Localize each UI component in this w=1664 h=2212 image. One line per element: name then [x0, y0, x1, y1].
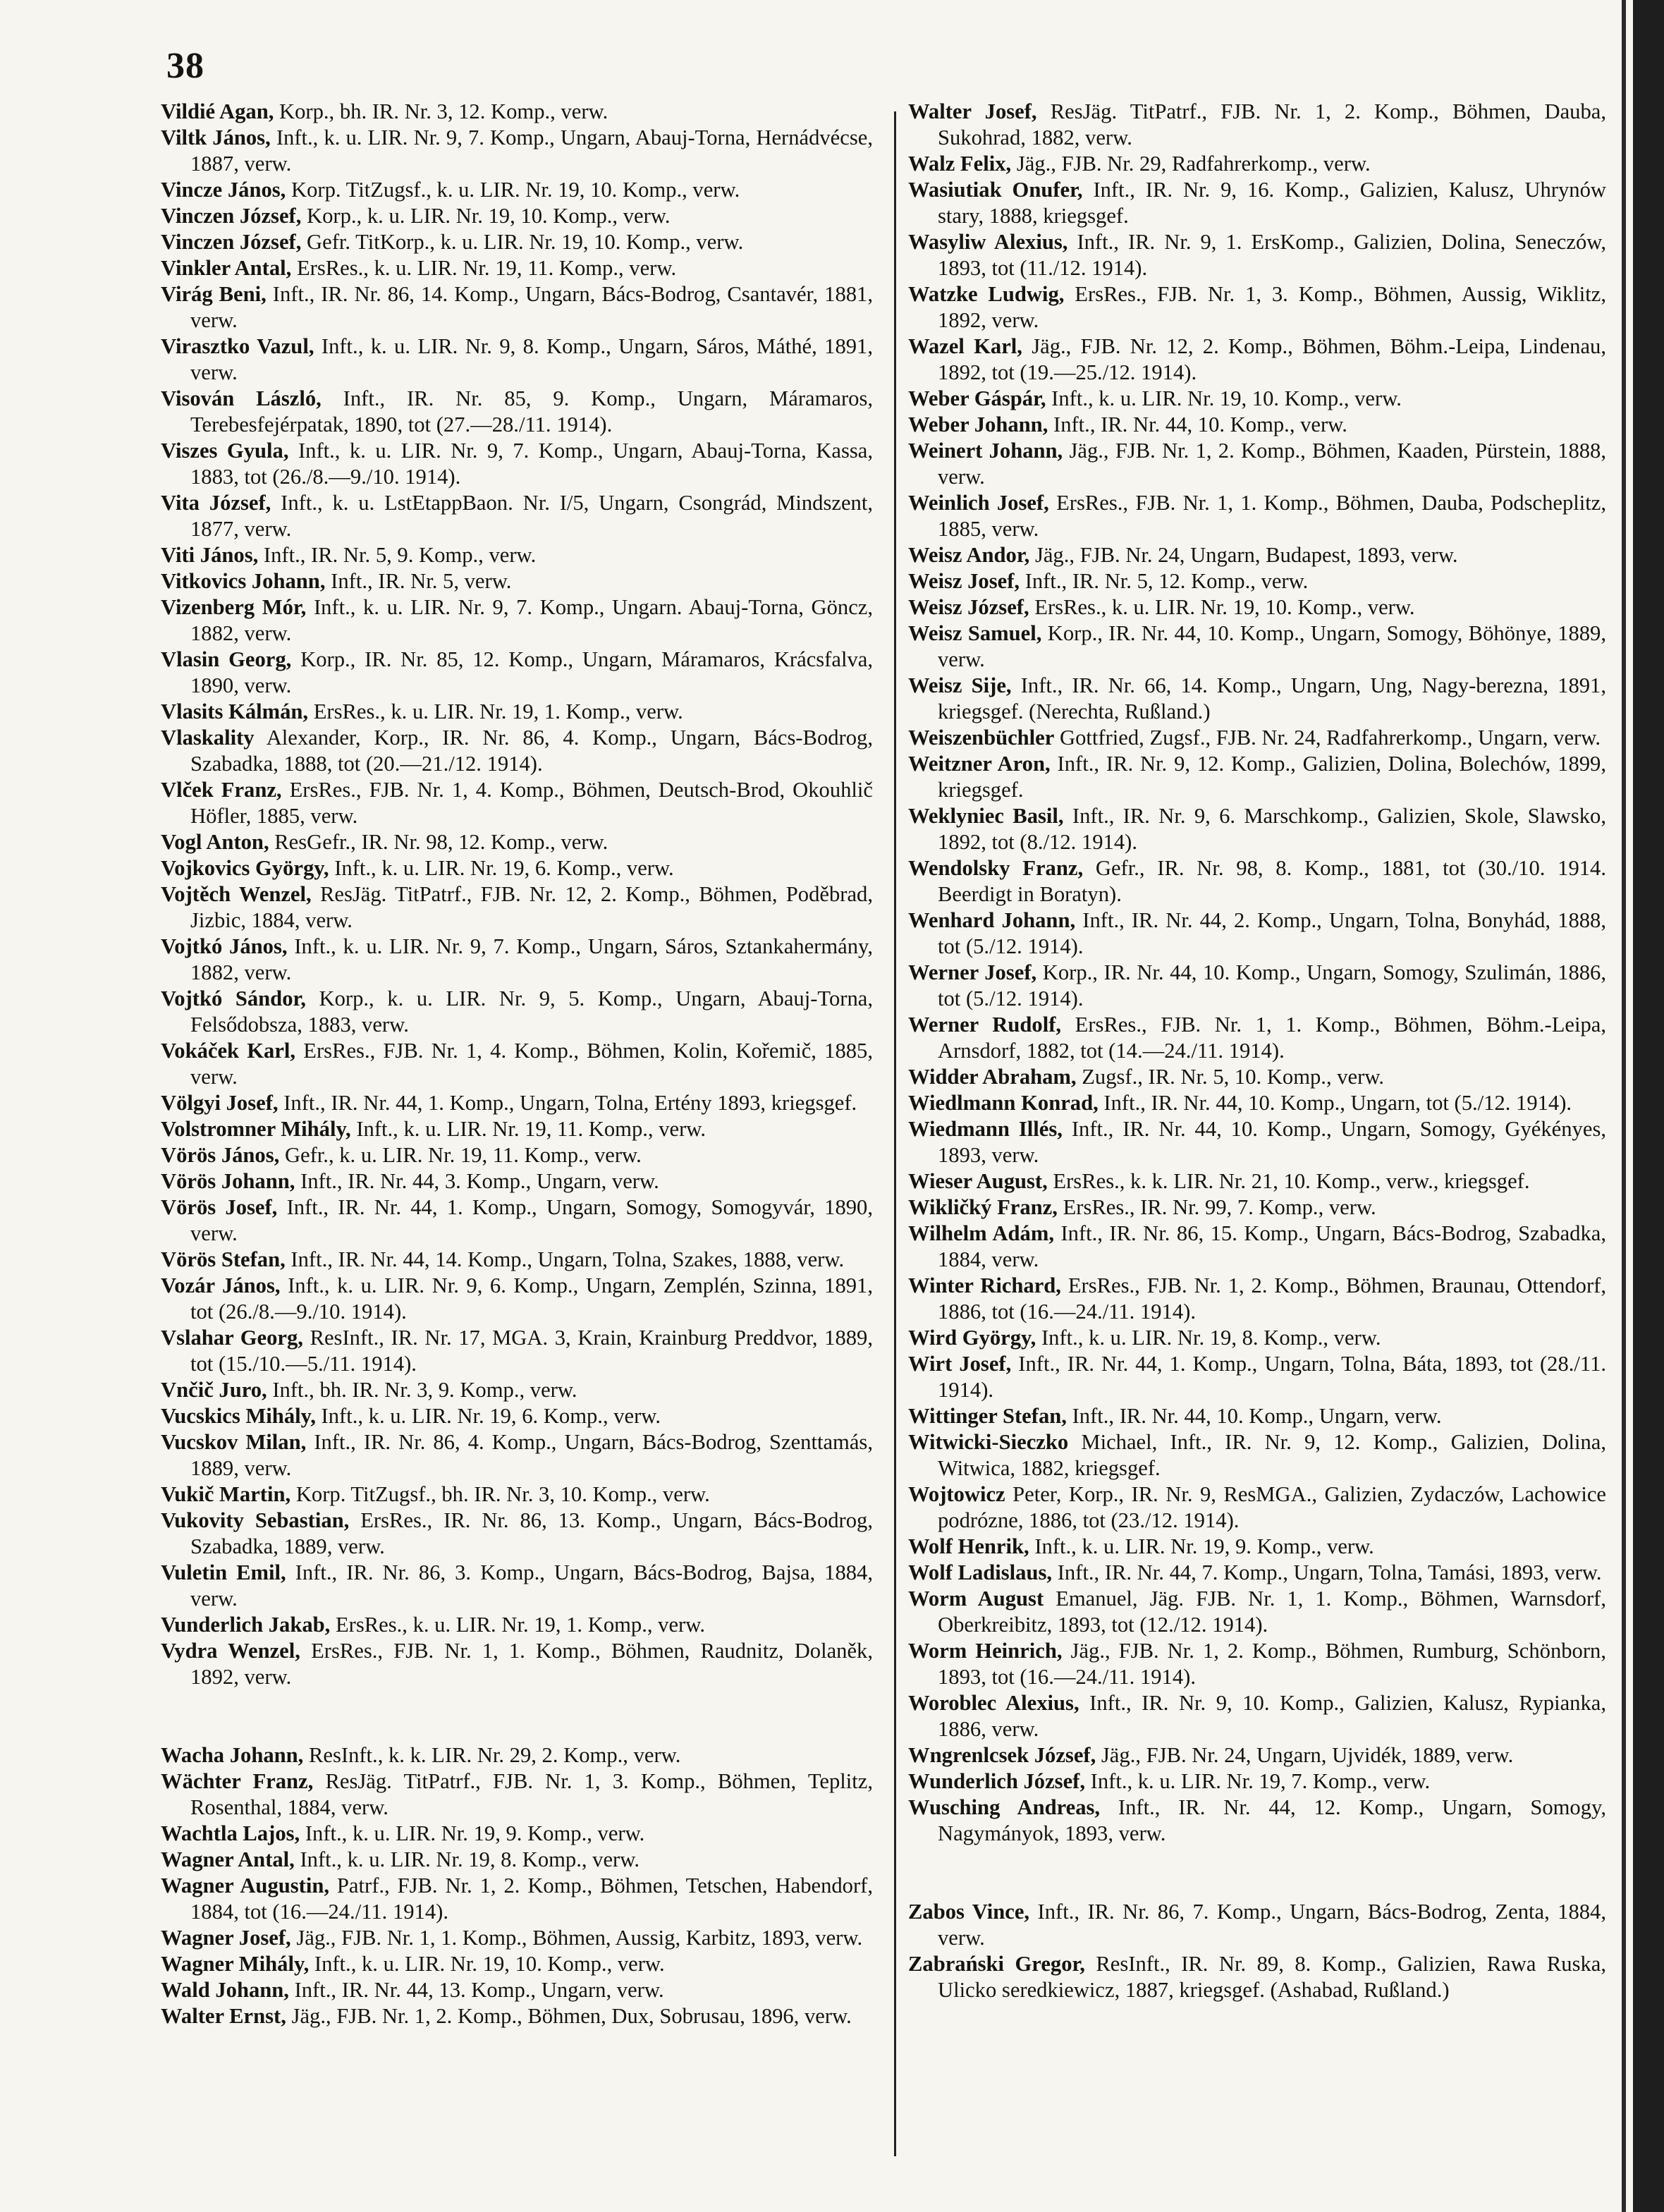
- left-w-entry-list: [161, 1742, 873, 2029]
- entry-details: Korp., IR. Nr. 44, 10. Komp., Ungarn, Somogy, Böhönye, 1889, verw.: [938, 621, 1606, 671]
- list-entry: [161, 1925, 873, 1951]
- entry-name: Wittinger Stefan,: [908, 1404, 1067, 1428]
- entry-name: Walz Felix,: [908, 152, 1012, 176]
- entry-details: Inft., IR. Nr. 9, 16. Komp., Galizien, Kalusz, Uhrynów stary, 1888, kriegsgef.: [938, 178, 1606, 228]
- list-entry: [908, 281, 1606, 334]
- entry-name: Vörös János,: [161, 1143, 280, 1167]
- entry-details: Jäg., FJB. Nr. 1, 2. Komp., Böhmen, Dux, Sobrusau, 1896, verw.: [291, 2004, 852, 2028]
- list-entry: [908, 1768, 1606, 1795]
- list-entry: [908, 1560, 1606, 1586]
- list-entry: [908, 568, 1606, 594]
- list-entry: [161, 829, 873, 855]
- list-entry: [161, 177, 873, 203]
- entry-details: Jäg., FJB. Nr. 1, 2. Komp., Böhmen, Kaaden, Pürstein, 1888, verw.: [938, 439, 1607, 489]
- list-entry: [908, 1168, 1606, 1194]
- list-entry: [908, 1273, 1606, 1325]
- list-entry: [161, 1377, 873, 1403]
- entry-name: Watzke Ludwig,: [908, 282, 1065, 306]
- list-entry: [161, 1847, 873, 1873]
- entry-name: Werner Josef,: [908, 960, 1037, 984]
- entry-name: Wächter Franz,: [161, 1769, 314, 1793]
- list-entry: [161, 1168, 873, 1194]
- list-entry: [908, 1638, 1606, 1690]
- entry-details: Inft., k. u. LIR. Nr. 9, 7. Komp., Ungarn, Abauj-Torna, Hernádvécse, 1887, verw.: [190, 126, 873, 176]
- entry-details: Inft., k. u. LIR. Nr. 19, 6. Komp., verw.: [321, 1404, 661, 1428]
- list-entry: [161, 1768, 873, 1821]
- entry-name: Vuletin Emil,: [161, 1560, 286, 1584]
- list-entry: [161, 986, 873, 1038]
- entry-details: Inft., k. u. LIR. Nr. 9, 7. Komp., Ungarn, Abauj-Torna, Kassa, 1883, tot (26./8.—9./10. 1914).: [190, 439, 873, 489]
- left-entry-list: [161, 99, 873, 1690]
- entry-name: Weiszenbüchler: [908, 726, 1055, 750]
- entry-details: ResInft., k. k. LIR. Nr. 29, 2. Komp., verw.: [308, 1743, 681, 1767]
- entry-name: Vinkler Antal,: [161, 256, 292, 280]
- entry-details: Inft., IR. Nr. 44, 13. Komp., Ungarn, verw.: [294, 1978, 664, 2002]
- entry-name: Wagner Antal,: [161, 1847, 295, 1871]
- entry-details: ErsRes., IR. Nr. 86, 13. Komp., Ungarn, Bács-Bodrog, Szabadka, 1889, verw.: [190, 1508, 873, 1558]
- entry-details: ErsRes., k. k. LIR. Nr. 21, 10. Komp., verw., kriegsgef.: [1053, 1169, 1530, 1193]
- entry-name: Virág Beni,: [161, 282, 267, 306]
- entry-name: Vunderlich Jakab,: [161, 1613, 331, 1637]
- entry-name: Weber Johann,: [908, 413, 1048, 436]
- list-entry: [161, 490, 873, 542]
- entry-name: Weisz Josef,: [908, 569, 1020, 593]
- entry-details: ErsRes., k. u. LIR. Nr. 19, 1. Komp., verw.: [313, 699, 683, 723]
- entry-name: Vojkovics György,: [161, 856, 329, 880]
- entry-details: ErsRes., FJB. Nr. 1, 1. Komp., Böhmen, Dauba, Podscheplitz, 1885, verw.: [938, 491, 1606, 541]
- entry-name: Vozár János,: [161, 1273, 281, 1297]
- list-entry: [161, 1612, 873, 1638]
- list-entry: [908, 1951, 1606, 2003]
- list-entry: [161, 334, 873, 386]
- entry-name: Volstromner Mihály,: [161, 1117, 351, 1141]
- entry-name: Weisz Samuel,: [908, 621, 1042, 645]
- entry-details: Jäg., FJB. Nr. 29, Radfahrerkomp., verw.: [1016, 152, 1371, 176]
- list-entry: [161, 1273, 873, 1325]
- entry-details: Inft., IR. Nr. 44, 12. Komp., Ungarn, Somogy, Nagymányok, 1893, verw.: [938, 1795, 1606, 1845]
- list-entry: [161, 1951, 873, 1977]
- entry-name: Wagner Mihály,: [161, 1952, 310, 1976]
- entry-name: Vitkovics Johann,: [161, 569, 326, 593]
- entry-details: ErsRes., IR. Nr. 99, 7. Komp., verw.: [1063, 1195, 1376, 1219]
- list-entry: [908, 99, 1606, 151]
- section-gap: [161, 1690, 873, 1742]
- entry-details: Inft., k. u. LIR. Nr. 9, 7. Komp., Ungarn. Abauj-Torna, Göncz, 1882, verw.: [190, 595, 873, 645]
- entry-name: Vucskov Milan,: [161, 1430, 307, 1454]
- entry-name: Vucskics Mihály,: [161, 1404, 316, 1428]
- entry-name: Vizenberg Mór,: [161, 595, 307, 619]
- entry-name: Vörös Johann,: [161, 1169, 295, 1193]
- list-entry: [908, 1116, 1606, 1168]
- list-entry: [161, 125, 873, 177]
- entry-details: Inft., k. u. LIR. Nr. 19, 9. Komp., verw.: [1034, 1534, 1374, 1558]
- list-entry: [908, 1194, 1606, 1221]
- entry-details: Gefr., k. u. LIR. Nr. 19, 11. Komp., verw.: [284, 1143, 642, 1167]
- entry-name: Völgyi Josef,: [161, 1091, 279, 1115]
- entry-name: Wald Johann,: [161, 1978, 289, 2002]
- entry-details: Korp., k. u. LIR. Nr. 9, 5. Komp., Ungarn, Abauj-Torna, Felsődobsza, 1883, verw.: [190, 986, 873, 1037]
- entry-name: Wird György,: [908, 1326, 1036, 1350]
- entry-details: ErsRes., k. u. LIR. Nr. 19, 1. Komp., verw.: [335, 1613, 705, 1637]
- entry-details: Korp. TitZugsf., k. u. LIR. Nr. 19, 10. Komp., verw.: [290, 178, 740, 202]
- list-entry: [161, 542, 873, 568]
- list-entry: [908, 334, 1606, 386]
- list-entry: [908, 490, 1606, 542]
- entry-details: Inft., IR. Nr. 5, 9. Komp., verw.: [263, 543, 537, 567]
- page-edge: [1633, 0, 1664, 2212]
- list-entry: [161, 2003, 873, 2029]
- list-entry: [161, 1403, 873, 1429]
- entry-details: Inft., IR. Nr. 5, verw.: [331, 569, 512, 593]
- entry-details: Jäg., FJB. Nr. 12, 2. Komp., Böhmen, Böhm.-Leipa, Lindenau, 1892, tot (19.—25./12. 1914).: [938, 334, 1606, 384]
- entry-name: Weisz Andor,: [908, 543, 1030, 567]
- entry-name: Vildié Agan,: [161, 99, 274, 123]
- entry-details: Inft., IR. Nr. 44, 10. Komp., Ungarn, verw.: [1072, 1404, 1442, 1428]
- entry-details: Inft., k. u. LIR. Nr. 9, 7. Komp., Ungarn, Sáros, Sztankahermány, 1882, verw.: [190, 934, 873, 984]
- entry-name: Vojtěch Wenzel,: [161, 882, 312, 906]
- entry-details: Inft., k. u. LIR. Nr. 19, 10. Komp., verw.: [1051, 386, 1402, 410]
- list-entry: [908, 151, 1606, 177]
- list-entry: [161, 881, 873, 934]
- list-entry: [161, 855, 873, 881]
- entry-details: Inft., IR. Nr. 44, 1. Komp., Ungarn, Tolna, Báta, 1893, tot (28./11. 1914).: [938, 1352, 1607, 1402]
- entry-details: Inft., IR. Nr. 44, 1. Komp., Ungarn, Somogy, Somogyvár, 1890, verw.: [190, 1195, 873, 1245]
- list-entry: [908, 1742, 1606, 1768]
- entry-name: Walter Josef,: [908, 99, 1037, 123]
- list-entry: [161, 647, 873, 699]
- entry-details: ErsRes., FJB. Nr. 1, 1. Komp., Böhmen, Böhm.-Leipa, Arnsdorf, 1882, tot (14.—24./11. 1914).: [938, 1013, 1606, 1063]
- entry-name: Witwicki-Sieczko: [908, 1430, 1069, 1454]
- entry-details: Inft., k. u. LIR. Nr. 19, 8. Komp., verw.: [300, 1847, 640, 1871]
- entry-name: Werner Rudolf,: [908, 1013, 1062, 1037]
- entry-details: Inft., IR. Nr. 44, 7. Komp., Ungarn, Tolna, Tamási, 1893, verw.: [1057, 1560, 1602, 1584]
- entry-details: Inft., k. u. LIR. Nr. 19, 11. Komp., verw.: [356, 1117, 706, 1141]
- list-entry: [908, 1403, 1606, 1429]
- list-entry: [161, 1977, 873, 2003]
- entry-name: Vörös Stefan,: [161, 1247, 286, 1271]
- list-entry: [908, 908, 1606, 960]
- list-entry: [161, 1429, 873, 1481]
- list-entry: [161, 255, 873, 281]
- entry-name: Weber Gáspár,: [908, 386, 1046, 410]
- list-entry: [161, 1194, 873, 1247]
- binding-line: [1622, 0, 1626, 2212]
- entry-name: Wagner Josef,: [161, 1926, 291, 1950]
- entry-name: Weitzner Aron,: [908, 752, 1051, 776]
- list-entry: [908, 751, 1606, 803]
- entry-name: Vlček Franz,: [161, 778, 282, 802]
- list-entry: [161, 229, 873, 255]
- list-entry: [161, 1742, 873, 1768]
- entry-details: Emanuel, Jäg. FJB. Nr. 1, 1. Komp., Böhmen, Warnsdorf, Oberkreibitz, 1893, tot (12./12. 1914).: [938, 1587, 1606, 1637]
- entry-details: Inft., IR. Nr. 66, 14. Komp., Ungarn, Ung, Nagy-berezna, 1891, kriegsgef. (Nerechta, Rußland.): [938, 673, 1606, 723]
- entry-name: Weisz József,: [908, 595, 1029, 619]
- entry-name: Vnčič Juro,: [161, 1378, 267, 1402]
- entry-name: Vukovity Sebastian,: [161, 1508, 350, 1532]
- entry-details: Korp., k. u. LIR. Nr. 19, 10. Komp., verw.: [307, 204, 671, 228]
- list-entry: [908, 960, 1606, 1012]
- list-entry: [908, 1325, 1606, 1351]
- entry-details: ResGefr., IR. Nr. 98, 12. Komp., verw.: [274, 830, 608, 854]
- entry-name: Wacha Johann,: [161, 1743, 304, 1767]
- entry-details: Korp., bh. IR. Nr. 3, 12. Komp., verw.: [279, 99, 608, 123]
- entry-name: Vörös Josef,: [161, 1195, 278, 1219]
- entry-name: Worm Heinrich,: [908, 1639, 1063, 1663]
- entry-details: Inft., IR. Nr. 86, 4. Komp., Ungarn, Bács-Bodrog, Szenttamás, 1889, verw.: [190, 1430, 873, 1480]
- entry-details: ResJäg. TitPatrf., FJB. Nr. 12, 2. Komp., Böhmen, Poděbrad, Jizbic, 1884, verw.: [190, 882, 873, 932]
- list-entry: [161, 1142, 873, 1168]
- entry-details: Inft., IR. Nr. 44, 2. Komp., Ungarn, Tolna, Bonyhád, 1888, tot (5./12. 1914).: [938, 908, 1607, 958]
- list-entry: [161, 699, 873, 725]
- list-entry: [908, 1481, 1606, 1534]
- column-divider: [894, 111, 896, 2156]
- entry-details: Jäg., FJB. Nr. 24, Ungarn, Ujvidék, 1889, verw.: [1101, 1743, 1514, 1767]
- list-entry: [908, 1351, 1606, 1403]
- entry-name: Wiedmann Illés,: [908, 1117, 1063, 1141]
- entry-details: Jäg., FJB. Nr. 1, 2. Komp., Böhmen, Rumburg, Schönborn, 1893, tot (16.—24./11. 1914).: [938, 1639, 1606, 1689]
- entry-name: Vinczen József,: [161, 204, 302, 228]
- entry-name: Woroblec Alexius,: [908, 1691, 1079, 1715]
- entry-details: Inft., k. u. LIR. Nr. 19, 9. Komp., verw.: [305, 1821, 645, 1845]
- list-entry: [161, 438, 873, 490]
- entry-details: Inft., k. u. LIR. Nr. 19, 10. Komp., verw.: [314, 1952, 665, 1976]
- entry-name: Widder Abraham,: [908, 1065, 1077, 1089]
- list-entry: [161, 386, 873, 438]
- list-entry: [908, 1534, 1606, 1560]
- entry-details: ResInft., IR. Nr. 17, MGA. 3, Krain, Krainburg Preddvor, 1889, tot (15./10.—5./11. 1914).: [190, 1326, 874, 1376]
- entry-details: Inft., IR. Nr. 86, 15. Komp., Ungarn, Bács-Bodrog, Szabadka, 1884, verw.: [938, 1221, 1606, 1271]
- entry-details: Inft., IR. Nr. 86, 14. Komp., Ungarn, Bács-Bodrog, Csantavér, 1881, verw.: [190, 282, 873, 332]
- entry-name: Viszes Gyula,: [161, 439, 289, 463]
- list-entry: [161, 1873, 873, 1925]
- entry-name: Wolf Ladislaus,: [908, 1560, 1053, 1584]
- entry-details: Inft., IR. Nr. 44, 10. Komp., verw.: [1053, 413, 1347, 436]
- list-entry: [161, 568, 873, 594]
- entry-name: Wusching Andreas,: [908, 1795, 1101, 1819]
- entry-details: Inft., IR. Nr. 44, 14. Komp., Ungarn, Tolna, Szakes, 1888, verw.: [290, 1247, 845, 1271]
- entry-details: Peter, Korp., IR. Nr. 9, ResMGA., Galizien, Zydaczów, Lachowice podrózne, 1886, tot (23./12. 1914).: [938, 1482, 1606, 1532]
- entry-details: ResInft., IR. Nr. 89, 8. Komp., Galizien, Rawa Ruska, Ulicko seredkiewicz, 1887, kriegsgef. (Ashabad, Rußland.): [938, 1952, 1606, 2002]
- list-entry: [161, 1325, 873, 1377]
- entry-details: Jäg., FJB. Nr. 24, Ungarn, Budapest, 1893, verw.: [1034, 543, 1458, 567]
- entry-details: Inft., k. u. LIR. Nr. 19, 7. Komp., verw.: [1090, 1769, 1431, 1793]
- entry-details: Gefr., IR. Nr. 98, 8. Komp., 1881, tot (30./10. 1914. Beerdigt in Boratyn).: [938, 856, 1606, 906]
- list-entry: [908, 1221, 1606, 1273]
- list-entry: [161, 203, 873, 229]
- list-entry: [908, 1012, 1606, 1064]
- list-entry: [908, 855, 1606, 908]
- list-entry: [161, 281, 873, 334]
- entry-details: ErsRes., FJB. Nr. 1, 1. Komp., Böhmen, Raudnitz, Dolaněk, 1892, verw.: [190, 1639, 873, 1689]
- list-entry: [908, 803, 1606, 855]
- entry-details: Inft., k. u. LIR. Nr. 9, 6. Komp., Ungarn, Zemplén, Szinna, 1891, tot (26./8.—9./10. 1914).: [190, 1273, 873, 1324]
- entry-name: Wilhelm Adám,: [908, 1221, 1054, 1245]
- list-entry: [908, 1899, 1606, 1951]
- entry-name: Zabrański Gregor,: [908, 1952, 1085, 1976]
- entry-name: Vojtkó Sándor,: [161, 986, 306, 1010]
- entry-details: Gefr. TitKorp., k. u. LIR. Nr. 19, 10. Komp., verw.: [307, 230, 744, 254]
- list-entry: [161, 934, 873, 986]
- entry-details: Inft., k. u. LstEtappBaon. Nr. I/5, Ungarn, Csongrád, Mindszent, 1877, verw.: [190, 491, 873, 541]
- entry-details: Inft., IR. Nr. 85, 9. Komp., Ungarn, Máramaros, Terebesfejérpatak, 1890, tot (27.—28./11. 1914).: [190, 386, 874, 436]
- entry-details: Inft., IR. Nr. 5, 12. Komp., verw.: [1024, 569, 1309, 593]
- entry-details: ErsRes., FJB. Nr. 1, 2. Komp., Böhmen, Braunau, Ottendorf, 1886, tot (16.—24./11. 1914).: [938, 1273, 1606, 1324]
- list-entry: [161, 1560, 873, 1612]
- right-column: [908, 99, 1606, 2003]
- entry-name: Vinczen József,: [161, 230, 302, 254]
- entry-name: Wazel Karl,: [908, 334, 1022, 358]
- list-entry: [161, 1508, 873, 1560]
- entry-name: Wieser August,: [908, 1169, 1048, 1193]
- list-entry: [908, 1690, 1606, 1742]
- list-entry: [161, 1038, 873, 1090]
- right-entry-list: [908, 99, 1606, 1847]
- entry-details: Inft., k. u. LIR. Nr. 19, 8. Komp., verw.: [1041, 1326, 1381, 1350]
- entry-details: Inft., IR. Nr. 86, 7. Komp., Ungarn, Bács-Bodrog, Zenta, 1884, verw.: [938, 1900, 1606, 1950]
- entry-name: Weklyniec Basil,: [908, 804, 1064, 828]
- list-entry: [908, 1429, 1606, 1481]
- entry-details: Korp., IR. Nr. 85, 12. Komp., Ungarn, Máramaros, Krácsfalva, 1890, verw.: [190, 647, 873, 697]
- entry-details: Korp. TitZugsf., bh. IR. Nr. 3, 10. Komp., verw.: [295, 1482, 710, 1506]
- entry-details: Jäg., FJB. Nr. 1, 1. Komp., Böhmen, Aussig, Karbitz, 1893, verw.: [296, 1926, 863, 1950]
- entry-details: Inft., IR. Nr. 9, 10. Komp., Galizien, Kalusz, Rypianka, 1886, verw.: [938, 1691, 1606, 1741]
- list-entry: [908, 1090, 1606, 1116]
- entry-details: Inft., k. u. LIR. Nr. 9, 8. Komp., Ungarn, Sáros, Máthé, 1891, verw.: [190, 334, 873, 384]
- entry-details: ErsRes., FJB. Nr. 1, 3. Komp., Böhmen, Aussig, Wiklitz, 1892, verw.: [938, 282, 1606, 332]
- entry-details: Inft., IR. Nr. 44, 10. Komp., Ungarn, Somogy, Gyékényes, 1893, verw.: [938, 1117, 1606, 1167]
- entry-name: Vojtkó János,: [161, 934, 288, 958]
- entry-name: Wikličký Franz,: [908, 1195, 1058, 1219]
- list-entry: [908, 1586, 1606, 1638]
- entry-name: Vydra Wenzel,: [161, 1639, 300, 1663]
- entry-name: Vlasits Kálmán,: [161, 699, 309, 723]
- list-entry: [908, 542, 1606, 568]
- entry-details: Gottfried, Zugsf., FJB. Nr. 24, Radfahrerkomp., Ungarn, verw.: [1060, 726, 1601, 750]
- list-entry: [161, 1638, 873, 1690]
- page-number: 38: [166, 46, 204, 86]
- entry-details: Inft., IR. Nr. 9, 6. Marschkomp., Galizien, Skole, Slawsko, 1892, tot (8./12. 1914).: [938, 804, 1607, 854]
- entry-details: Patrf., FJB. Nr. 1, 2. Komp., Böhmen, Tetschen, Habendorf, 1884, tot (16.—24./11. 1914).: [190, 1874, 873, 1924]
- entry-name: Vokáček Karl,: [161, 1039, 296, 1063]
- entry-name: Vincze János,: [161, 178, 286, 202]
- entry-name: Wolf Henrik,: [908, 1534, 1029, 1558]
- entry-details: ResJäg. TitPatrf., FJB. Nr. 1, 2. Komp., Böhmen, Dauba, Sukohrad, 1882, verw.: [938, 99, 1606, 149]
- entry-name: Vukič Martin,: [161, 1482, 291, 1506]
- list-entry: [908, 438, 1606, 490]
- entry-details: ErsRes., FJB. Nr. 1, 4. Komp., Böhmen, Kolin, Kořemič, 1885, verw.: [190, 1039, 873, 1089]
- entry-details: Inft., IR. Nr. 44, 10. Komp., Ungarn, tot (5./12. 1914).: [1103, 1091, 1572, 1115]
- entry-name: Vita József,: [161, 491, 271, 515]
- list-entry: [908, 673, 1606, 725]
- list-entry: [908, 594, 1606, 621]
- list-entry: [161, 1481, 873, 1508]
- list-entry: [161, 777, 873, 829]
- entry-details: Zugsf., IR. Nr. 5, 10. Komp., verw.: [1082, 1065, 1385, 1089]
- list-entry: [161, 1247, 873, 1273]
- list-entry: [161, 594, 873, 647]
- entry-details: Inft., bh. IR. Nr. 3, 9. Komp., verw.: [272, 1378, 577, 1402]
- section-gap: [908, 1847, 1606, 1899]
- list-entry: [908, 177, 1606, 229]
- entry-details: Inft., k. u. LIR. Nr. 19, 6. Komp., verw.: [334, 856, 674, 880]
- entry-name: Wunderlich József,: [908, 1769, 1085, 1793]
- entry-details: ErsRes., k. u. LIR. Nr. 19, 10. Komp., verw.: [1034, 595, 1415, 619]
- entry-name: Vlaskality: [161, 726, 255, 750]
- entry-details: Inft., IR. Nr. 9, 12. Komp., Galizien, Dolina, Bolechów, 1899, kriegsgef.: [938, 752, 1606, 802]
- entry-name: Wiedlmann Konrad,: [908, 1091, 1099, 1115]
- entry-name: Wasyliw Alexius,: [908, 230, 1068, 254]
- list-entry: [161, 99, 873, 125]
- list-entry: [161, 1821, 873, 1847]
- entry-details: Alexander, Korp., IR. Nr. 86, 4. Komp., Ungarn, Bács-Bodrog, Szabadka, 1888, tot (20.—21./12. 1914).: [190, 726, 873, 776]
- entry-name: Wenhard Johann,: [908, 908, 1076, 932]
- entry-name: Vogl Anton,: [161, 830, 269, 854]
- left-column: [161, 99, 873, 2029]
- list-entry: [161, 1090, 873, 1116]
- entry-name: Wojtowicz: [908, 1482, 1005, 1506]
- entry-details: Inft., IR. Nr. 44, 1. Komp., Ungarn, Tolna, Ertény 1893, kriegsgef.: [283, 1091, 857, 1115]
- entry-details: Inft., IR. Nr. 44, 3. Komp., Ungarn, verw.: [300, 1169, 659, 1193]
- entry-details: Inft., IR. Nr. 9, 1. ErsKomp., Galizien, Dolina, Seneczów, 1893, tot (11./12. 1914).: [938, 230, 1607, 280]
- entry-details: ResJäg. TitPatrf., FJB. Nr. 1, 3. Komp., Böhmen, Teplitz, Rosenthal, 1884, verw.: [190, 1769, 873, 1819]
- list-entry: [908, 725, 1606, 751]
- list-entry: [161, 725, 873, 777]
- entry-name: Wngrenlcsek József,: [908, 1743, 1096, 1767]
- entry-name: Wirt Josef,: [908, 1352, 1012, 1376]
- entry-details: ErsRes., k. u. LIR. Nr. 19, 11. Komp., verw.: [296, 256, 677, 280]
- entry-name: Visován László,: [161, 386, 322, 410]
- entry-name: Worm August: [908, 1587, 1044, 1611]
- entry-name: Zabos Vince,: [908, 1900, 1030, 1924]
- entry-name: Vlasin Georg,: [161, 647, 292, 671]
- list-entry: [908, 1795, 1606, 1847]
- entry-details: Michael, Inft., IR. Nr. 9, 12. Komp., Galizien, Dolina, Witwica, 1882, kriegsgef.: [938, 1430, 1606, 1480]
- entry-name: Wagner Augustin,: [161, 1874, 330, 1898]
- list-entry: [161, 1116, 873, 1142]
- list-entry: [908, 229, 1606, 281]
- entry-name: Winter Richard,: [908, 1273, 1061, 1297]
- entry-name: Weisz Sije,: [908, 673, 1012, 697]
- list-entry: [908, 412, 1606, 438]
- entry-details: Korp., IR. Nr. 44, 10. Komp., Ungarn, Somogy, Szulimán, 1886, tot (5./12. 1914).: [938, 960, 1606, 1010]
- entry-name: Walter Ernst,: [161, 2004, 286, 2028]
- list-entry: [908, 621, 1606, 673]
- entry-name: Wendolsky Franz,: [908, 856, 1084, 880]
- entry-details: Inft., IR. Nr. 86, 3. Komp., Ungarn, Bács-Bodrog, Bajsa, 1884, verw.: [190, 1560, 873, 1611]
- list-entry: [908, 386, 1606, 412]
- entry-name: Viti János,: [161, 543, 259, 567]
- entry-name: Weinert Johann,: [908, 439, 1063, 463]
- entry-name: Wachtla Lajos,: [161, 1821, 300, 1845]
- entry-name: Wasiutiak Onufer,: [908, 178, 1083, 202]
- entry-details: ErsRes., FJB. Nr. 1, 4. Komp., Böhmen, Deutsch-Brod, Okouhlič Höfler, 1885, verw.: [190, 778, 873, 828]
- entry-name: Vslahar Georg,: [161, 1326, 303, 1350]
- entry-name: Virasztko Vazul,: [161, 334, 314, 358]
- entry-name: Viltk János,: [161, 126, 271, 149]
- entry-name: Weinlich Josef,: [908, 491, 1049, 515]
- list-entry: [908, 1064, 1606, 1090]
- right-z-entry-list: [908, 1899, 1606, 2003]
